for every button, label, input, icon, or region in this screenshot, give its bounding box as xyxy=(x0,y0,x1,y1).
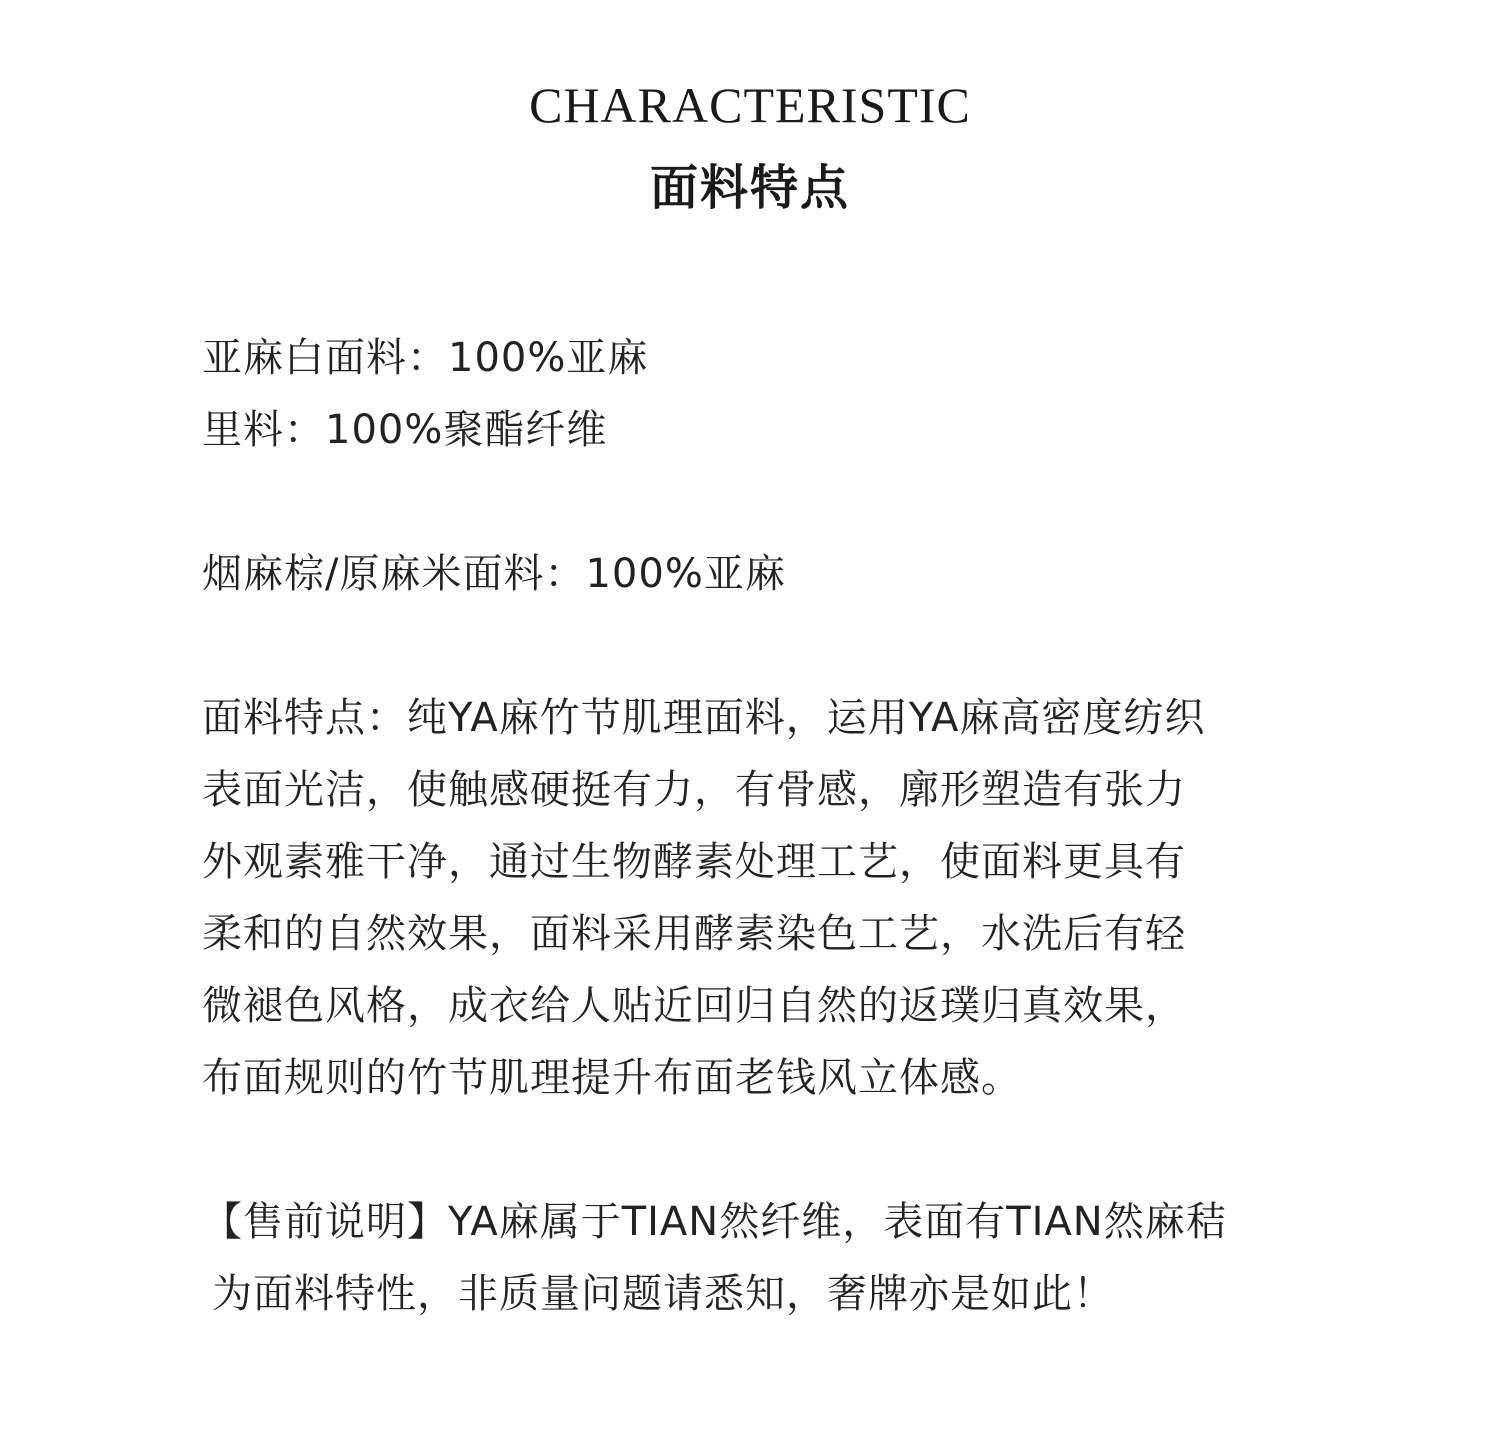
feature-line: 微褪色风格，成衣给人贴近回归自然的返璞归真效果， xyxy=(202,983,1186,1029)
feature-line: 柔和的自然效果，面料采用酵素染色工艺，水洗后有轻 xyxy=(202,911,1186,957)
spacer xyxy=(202,610,1312,682)
feature-line: 表面光洁，使触感硬挺有力，有骨感，廓形塑造有张力 xyxy=(202,767,1186,813)
composition-main-fabric: 亚麻白面料：100%亚麻 xyxy=(202,335,649,381)
spacer xyxy=(202,1114,1312,1186)
feature-line: 面料特点：纯YA麻竹节肌理面料，运用YA麻高密度纺织 xyxy=(202,695,1206,741)
feature-line: 布面规则的竹节肌理提升布面老钱风立体感。 xyxy=(202,1055,1022,1101)
fabric-description xyxy=(202,322,1312,1330)
composition-lining: 里料：100%聚酯纤维 xyxy=(202,407,608,453)
composition-alt-colors: 烟麻棕/原麻米面料：100%亚麻 xyxy=(202,551,786,597)
chinese-title: 面料特点 xyxy=(649,160,850,216)
notice-line: 【售前说明】YA麻属于TIAN然纤维，表面有TIAN然麻秸 xyxy=(202,1199,1227,1245)
feature-line: 外观素雅干净，通过生物酵素处理工艺，使面料更具有 xyxy=(202,839,1186,885)
spacer xyxy=(202,466,1312,538)
english-title: CHARACTERISTIC xyxy=(529,77,971,133)
notice-line: 为面料特性，非质量问题请悉知，奢牌亦是如此！ xyxy=(212,1271,1114,1317)
